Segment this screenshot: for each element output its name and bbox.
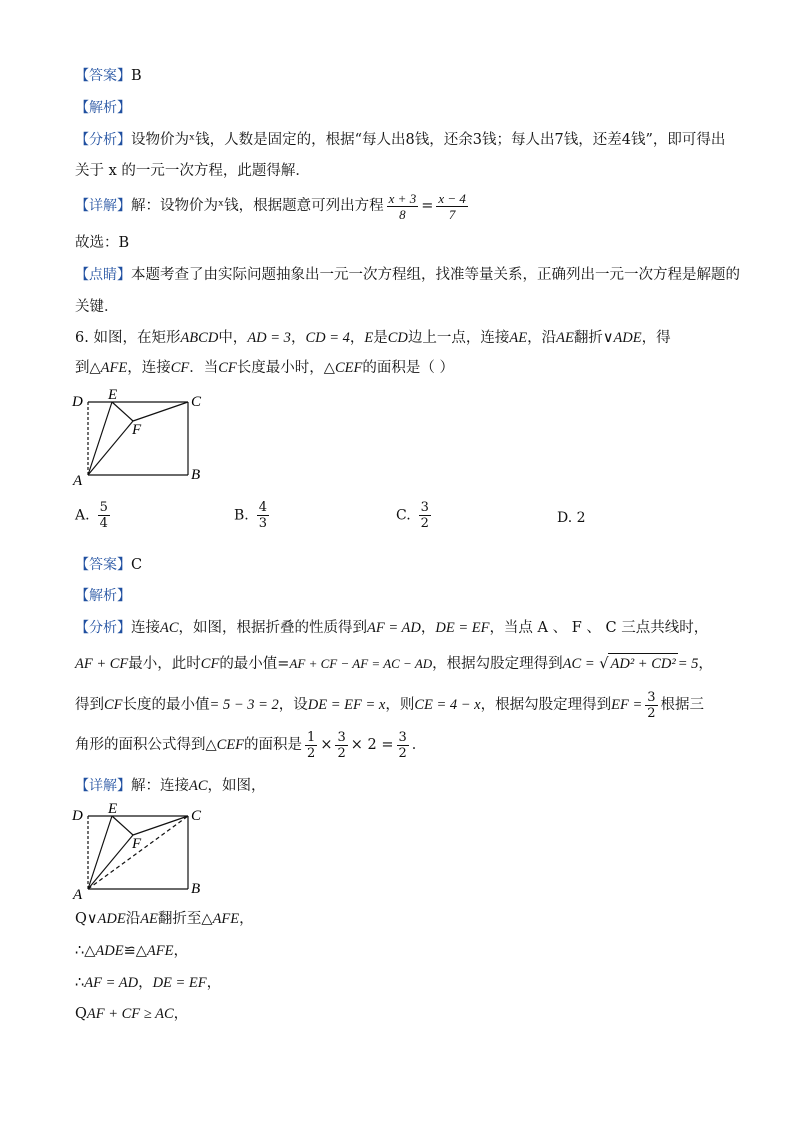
q5-xiangjie-line: [75, 188, 471, 224]
step-2: ∴△ADE≌△AFE，: [75, 943, 188, 959]
answer-tag: 【答案】: [75, 68, 131, 84]
q5-choice-line: 故选：B: [75, 235, 130, 251]
label-e: E: [108, 802, 118, 817]
q5-answer-line: [75, 66, 142, 86]
label-c: C: [191, 394, 202, 410]
equation-equals: =: [421, 198, 434, 214]
q6-stem-line1: 6. 如图，在矩形ABCD中，AD = 3，CD = 4，E是CD边上一点，连接AE，沿AE翻折∨ADE，得: [75, 330, 671, 346]
q6-fenxi-line1: 【分析】连接AC，如图，根据折叠的性质得到AF = AD，DE = EF，当点 A 、 F 、 C 三点共线时，: [75, 620, 709, 636]
option-d[interactable]: D. 2: [557, 510, 586, 526]
q6-fenxi-line3: 得到CF长度的最小值= 5 − 3 = 2，设DE = EF = x，则CE = 4 − x，根据勾股定理得到EF = $\frac{3}{2}$ 根据三: [75, 689, 705, 721]
q5-dianjing-line1: [75, 265, 740, 285]
q6-fenxi-line2: AF + CF最小，此时CF的最小值=AF + CF − AF = AC − AD，根据勾股定理得到AC = √ AD² + CD² = 5，: [75, 653, 713, 674]
equation-right-fraction: $\frac{x - 4}{7}$: [438, 190, 466, 222]
q6-fenxi-line4: 角形的面积公式得到△CEF的面积是 $\frac{1}{2}$ × $\frac{3}{2}$ × 2 = $\frac{3}{2}$ ．: [75, 729, 427, 761]
step-3: ∴AF = AD，DE = EF，: [75, 975, 222, 991]
label-f: F: [132, 836, 142, 852]
option-a[interactable]: A. $\frac{5}{4}$: [75, 500, 108, 531]
xiangjie-text: 解：设物价为ˣ钱，根据题意可列出方程: [131, 198, 384, 214]
analysis-tag: 【解析】: [75, 100, 131, 116]
step-1: Q∨ADE沿AE翻折至△AFE，: [75, 911, 254, 927]
fenxi-tag: 【分析】: [75, 132, 131, 148]
q6-analysis-heading: [75, 586, 131, 606]
dianjing-text: 本题考查了由实际问题抽象出一元一次方程组，找准等量关系，正确列出一元一次方程是解题的: [131, 267, 740, 283]
label-b: B: [191, 467, 201, 483]
label-f: F: [132, 422, 142, 438]
option-b[interactable]: B. $\frac{4}{3}$: [234, 500, 268, 531]
q6-xiangjie-line: 【详解】解：连接AC，如图，: [75, 778, 266, 794]
xiangjie-tag: 【详解】: [75, 778, 131, 794]
dianjing-tag: 【点睛】: [75, 267, 131, 283]
label-e: E: [108, 388, 118, 403]
label-c: C: [191, 808, 202, 824]
answer-value: C: [131, 557, 143, 573]
q6-stem-line2: 到△AFE，连接CF．当CF长度最小时，△CEF的面积是（ ）: [75, 360, 454, 376]
rectangle-figure-1: [70, 388, 210, 488]
fenxi-tag: 【分析】: [75, 620, 131, 636]
label-d: D: [72, 808, 83, 824]
option-c[interactable]: C. $\frac{3}{2}$: [396, 500, 429, 531]
q6-answer-line: [75, 555, 142, 575]
label-a: A: [73, 887, 83, 902]
fenxi-text: 设物价为ˣ钱，人数是固定的，根据“每人出8钱，还余3钱；每人出7钱，还差4钱”，即可得出: [131, 132, 726, 148]
equation-left-fraction: $\frac{x + 3}{8}$: [388, 190, 417, 222]
q5-fenxi-line2: 关于 x 的一元一次方程，此题得解．: [75, 163, 310, 179]
step-4: QAF + CF ≥ AC，: [75, 1006, 189, 1022]
label-a: A: [73, 473, 83, 488]
q5-analysis-heading: [75, 98, 131, 118]
answer-value: B: [131, 68, 142, 84]
rectangle-figure-2: [70, 802, 210, 902]
q5-dianjing-line2: 关键．: [75, 299, 119, 315]
label-d: D: [72, 394, 83, 410]
xiangjie-tag: 【详解】: [75, 198, 131, 214]
q5-fenxi-line1: [75, 130, 725, 150]
analysis-tag: 【解析】: [75, 588, 131, 604]
label-b: B: [191, 881, 201, 897]
answer-tag: 【答案】: [75, 557, 131, 573]
